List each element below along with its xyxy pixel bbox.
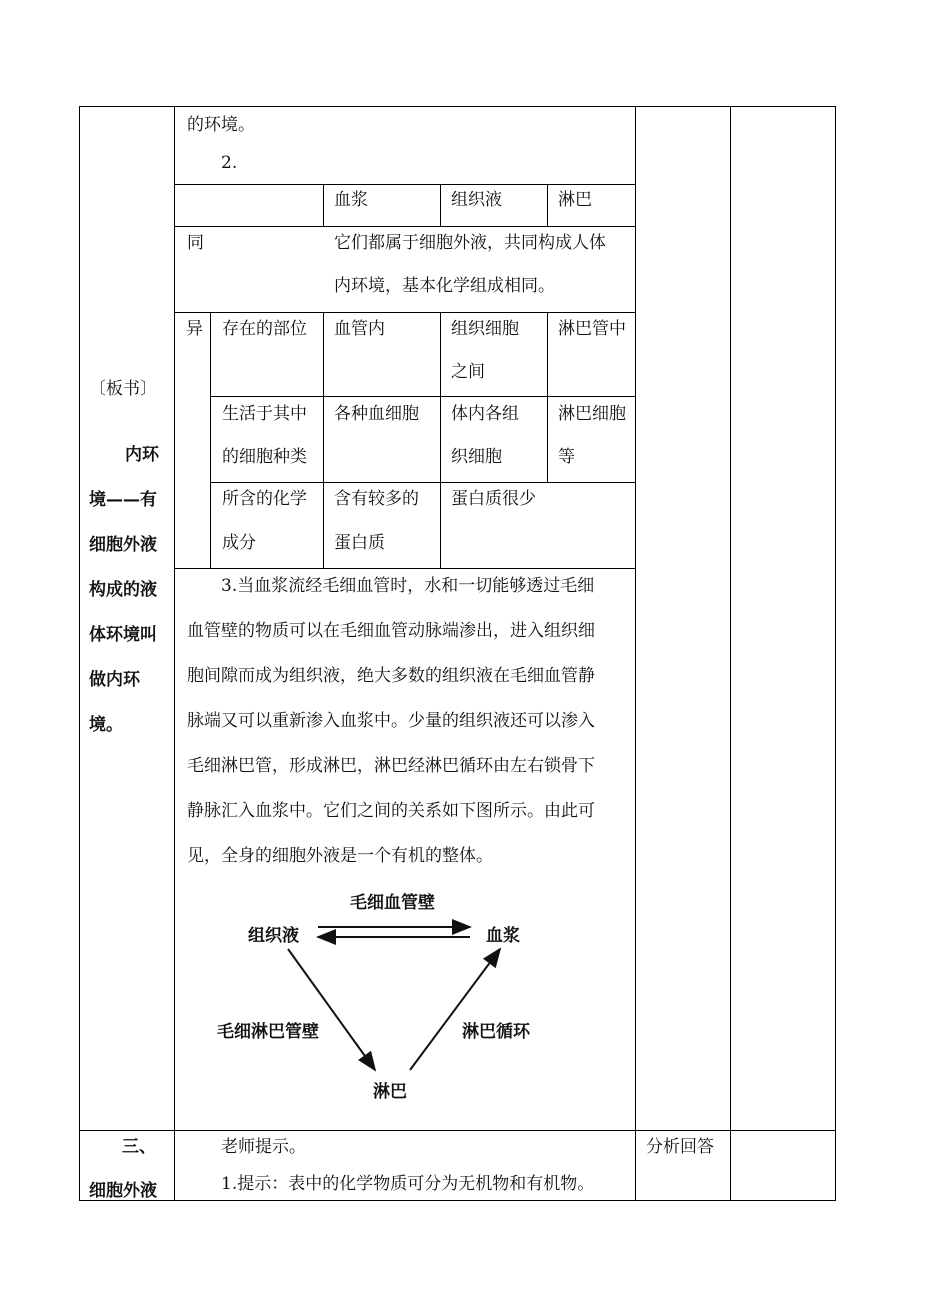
- row2-lymph-2: 等: [558, 447, 575, 467]
- table-border-bottom: [79, 1200, 836, 1201]
- table-border-right: [835, 106, 836, 1201]
- same-label: 同: [187, 233, 204, 253]
- table-border-col3: [730, 106, 731, 1201]
- board-line-7: 境。: [89, 715, 123, 735]
- row3-tissue-lymph: 蛋白质很少: [451, 489, 536, 509]
- section3-hint: 老师提示。: [221, 1137, 306, 1157]
- section3-answer: 分析回答: [646, 1137, 714, 1157]
- row3-label-2: 成分: [222, 533, 256, 553]
- inner-table-header-bottom: [174, 226, 635, 227]
- inner-table-top: [174, 184, 635, 185]
- inner-table-col-c: [440, 184, 441, 226]
- row2-label-2: 的细胞种类: [222, 447, 307, 467]
- inner-table-same-bottom: [174, 312, 635, 313]
- inner-table-row1-bottom: [210, 396, 635, 397]
- arrow-tissue-to-lymph: [288, 949, 375, 1070]
- row3-plasma-2: 蛋白质: [334, 533, 385, 553]
- para3-line-4: 脉端又可以重新渗入血浆中。少量的组织液还可以渗入: [187, 711, 595, 731]
- para3-line-7: 见，全身的细胞外液是一个有机的整体。: [187, 846, 493, 866]
- para3-line-5: 毛细淋巴管，形成淋巴，淋巴经淋巴循环由左右锁骨下: [187, 756, 595, 776]
- row2-plasma: 各种血细胞: [334, 404, 419, 424]
- board-line-1: 内环: [125, 445, 159, 465]
- label-lymph-capillary-wall: 毛细淋巴管壁: [217, 1022, 319, 1042]
- board-label: 〔板书〕: [89, 379, 157, 399]
- arrow-lymph-to-plasma: [410, 949, 500, 1070]
- header-plasma: 血浆: [334, 190, 368, 210]
- row3-label-1: 所含的化学: [222, 489, 307, 509]
- para3-line-6: 静脉汇入血浆中。它们之间的关系如下图所示。由此可: [187, 801, 595, 821]
- row2-tissue-2: 织细胞: [451, 447, 502, 467]
- inner-table-col-b: [323, 184, 324, 226]
- para3-line-3: 胞间隙而成为组织液，绝大多数的组织液在毛细血管静: [187, 666, 595, 686]
- node-lymph: 淋巴: [373, 1082, 407, 1102]
- board-line-4: 构成的液: [89, 580, 157, 600]
- table-border-left: [79, 106, 80, 1201]
- para3-line-1: 3.当血浆流经毛细血管时，水和一切能够透过毛细: [221, 576, 595, 596]
- same-text-1: 它们都属于细胞外液，共同构成人体: [334, 233, 606, 253]
- section3-title: 细胞外液: [89, 1181, 157, 1201]
- table-border-col1: [174, 106, 175, 1201]
- diff-label: 异: [186, 319, 203, 339]
- board-line-2: 境——有: [89, 490, 157, 510]
- para3-line-2: 血管壁的物质可以在毛细血管动脉端渗出，进入组织细: [187, 621, 595, 641]
- inner-table-col-d: [547, 184, 548, 226]
- section3-text-1: 1.提示：表中的化学物质可分为无机物和有机物。: [221, 1174, 595, 1194]
- row2-label-1: 生活于其中: [222, 404, 307, 424]
- row1-tissue-2: 之间: [451, 362, 485, 382]
- row2-tissue-1: 体内各组: [451, 404, 519, 424]
- header-lymph: 淋巴: [558, 190, 592, 210]
- row1-plasma: 血管内: [334, 319, 385, 339]
- row3-plasma-1: 含有较多的: [334, 489, 419, 509]
- same-text-2: 内环境，基本化学组成相同。: [334, 276, 555, 296]
- inner-table-col-b2: [323, 312, 324, 568]
- main-line-2: 2.: [221, 153, 238, 173]
- label-capillary-wall: 毛细血管壁: [350, 893, 435, 913]
- section3-number: 三、: [122, 1137, 156, 1157]
- row1-label-1: 存在的部位: [222, 319, 307, 339]
- table-border-top: [79, 106, 836, 107]
- table-border-col2: [635, 106, 636, 1201]
- inner-table-col-a: [210, 312, 211, 568]
- inner-table-row2-bottom: [210, 482, 635, 483]
- board-line-6: 做内环: [89, 670, 140, 690]
- row1-tissue-1: 组织细胞: [451, 319, 519, 339]
- inner-table-bottom: [174, 568, 635, 569]
- node-plasma: 血浆: [486, 926, 520, 946]
- main-line-1: 的环境。: [187, 115, 255, 135]
- header-tissue-fluid: 组织液: [451, 190, 502, 210]
- inner-table-col-d2: [547, 312, 548, 482]
- diagram-arrows: [210, 885, 540, 1100]
- table-row-divider: [79, 1130, 836, 1131]
- row2-lymph-1: 淋巴细胞: [558, 404, 626, 424]
- fluid-relationship-diagram: [210, 885, 540, 1100]
- board-line-3: 细胞外液: [89, 535, 157, 555]
- inner-table-col-c2: [440, 312, 441, 568]
- board-line-5: 体环境叫: [89, 625, 157, 645]
- label-lymph-circulation: 淋巴循环: [462, 1022, 530, 1042]
- node-tissue-fluid: 组织液: [248, 926, 299, 946]
- row1-lymph: 淋巴管中: [558, 319, 626, 339]
